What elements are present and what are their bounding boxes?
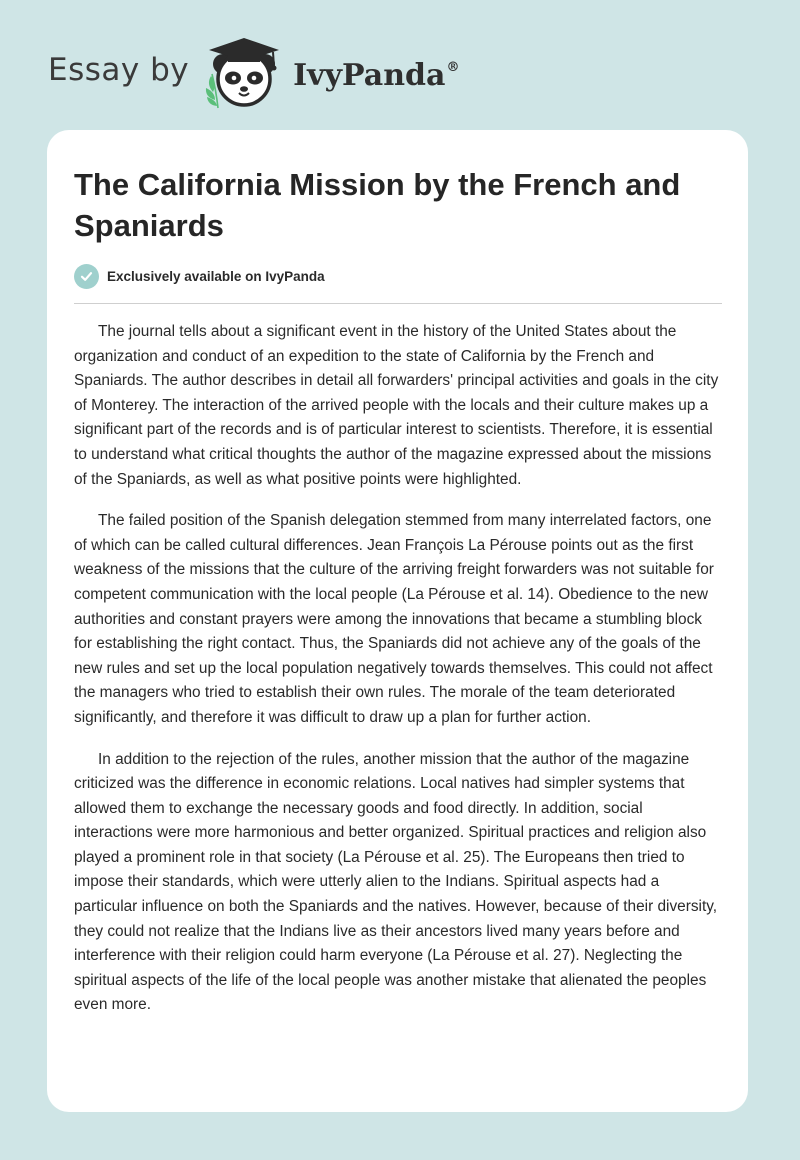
essay-card [47,130,748,1112]
essay-by-label: Essay by [48,52,190,88]
check-circle-icon [74,264,99,289]
panda-graduation-cap-icon[interactable] [203,34,289,110]
brand-name: IvyPanda [293,57,446,93]
exclusive-badge-text: Exclusively available on IvyPanda [107,269,325,284]
paragraph-2: The failed position of the Spanish delegation stemmed from many interrelated factors, one of which can be called cultural differences. Jean François La Pérouse points out as the first weakness of the missions that the culture of the arriving freight forwarders was not suitable for competent communication with the local people (La Pérouse et al. 14). Obedience to the new authorities and constant prayers were among the innovations that became a stumbling block for establishing the right contact. Thus, the Spaniards did not achieve any of the goals of the new rules and set up the local population negatively towards themselves. This could not affect the managers who tried to establish their own rules. The morale of the team deteriorated significantly, and therefore it was difficult to draw up a plan for further action. [74,512,714,726]
paragraph-1: The journal tells about a significant event in the history of the United States about the organization and conduct of an expedition to the state of California by the French and Spaniards. The author describes in detail all forwarders' principal activities and goals in the city of Monterey. The interaction of the arrived people with the locals and their culture makes up a significant part of the records and is of particular interest to scientists. Therefore, it is essential to understand what critical thoughts the author of the magazine expressed about the missions of the Spaniards, as well as what positive points were highlighted. [74,323,719,488]
paragraph-3: In addition to the rejection of the rules, another mission that the author of the magazine criticized was the difference in economic relations. Local natives had simpler systems that allowed them to exchange the necessary goods and food directly. In addition, social interactions were more harmonious and better organized. Spiritual practices and religion also played a prominent role in that society (La Pérouse et al. 25). The Europeans then tried to impose their standards, which were utterly alien to the Indians. Spiritual aspects had a particular influence on both the Spaniards and the natives. However, because of their diversity, they could not realize that the Indians live as their ancestors lived many years before and interference with their religion could harm everyone (La Pérouse et al. 27). Neglecting the spiritual aspects of the life of the local people was another mistake that alienated the peoples even more. [74,750,718,1014]
page-title: The California Mission by the French and Spaniards [74,167,681,243]
brand-wordmark[interactable] [293,58,459,93]
registered-mark: ® [446,59,460,75]
essay-body [74,320,723,1035]
site-header [48,34,459,110]
title-divider [74,303,722,304]
exclusive-badge [74,264,325,289]
